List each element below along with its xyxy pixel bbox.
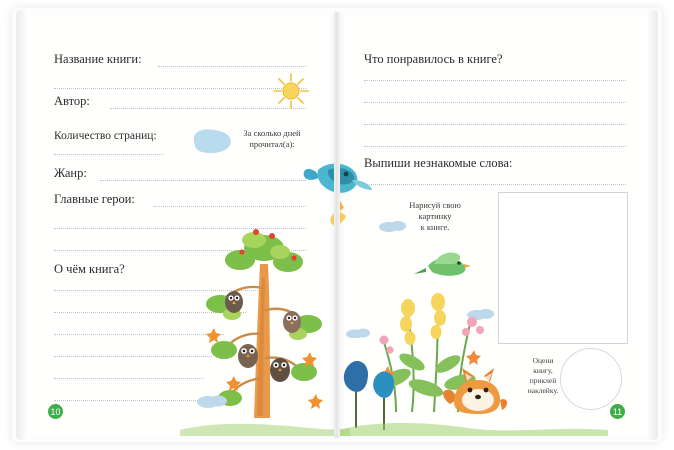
label-author: Автор: xyxy=(54,94,90,108)
rule-about-3 xyxy=(54,334,224,335)
rule-liked-2 xyxy=(364,102,626,103)
sticker-note-line-2: книгу, xyxy=(533,366,553,375)
rule-about-5 xyxy=(54,378,204,379)
left-page xyxy=(26,14,336,436)
page-number-right: 11 xyxy=(610,404,625,419)
sticker-note-line-4: наклейку. xyxy=(527,386,559,395)
rule-liked-3 xyxy=(364,124,626,125)
rule-genre xyxy=(100,180,306,181)
label-book-title: Название книги: xyxy=(54,52,142,66)
rule-characters-1 xyxy=(154,206,306,207)
label-main-characters: Главные герои: xyxy=(54,192,135,206)
draw-note xyxy=(390,200,480,233)
label-genre: Жанр: xyxy=(54,166,87,180)
sticker-note xyxy=(516,356,570,396)
draw-note-line-2: картинку xyxy=(418,211,452,221)
page-edge-left xyxy=(16,10,26,440)
book-spine xyxy=(334,12,340,438)
drawing-box[interactable] xyxy=(498,192,628,344)
rule-book-title-2 xyxy=(54,88,306,89)
rule-characters-3 xyxy=(54,250,306,251)
draw-note-line-1: Нарисуй свою xyxy=(409,200,461,210)
rule-about-1 xyxy=(54,290,264,291)
label-unknown-words: Выпиши незнакомые слова: xyxy=(364,156,513,170)
draw-note-line-3: к книге. xyxy=(420,222,450,232)
rule-about-6 xyxy=(54,400,204,401)
rule-liked-4 xyxy=(364,146,626,147)
days-note: За сколько дней прочитал(а): xyxy=(243,128,301,149)
page-edge-right xyxy=(648,10,658,440)
sticker-note-line-1: Оцени xyxy=(532,356,554,365)
label-about-book: О чём книга? xyxy=(54,262,125,276)
rule-about-2 xyxy=(54,312,246,313)
label-pages-count: Количество страниц: xyxy=(54,130,157,142)
page-number-left: 10 xyxy=(48,404,63,419)
right-page xyxy=(338,14,648,436)
label-liked: Что понравилось в книге? xyxy=(364,52,503,66)
rule-words-1 xyxy=(364,184,626,185)
rule-liked-1 xyxy=(364,80,626,81)
rule-book-title xyxy=(158,66,306,67)
rule-about-4 xyxy=(54,356,212,357)
rule-author xyxy=(110,108,306,109)
rule-pages-count xyxy=(54,154,164,155)
rule-characters-2 xyxy=(54,228,306,229)
sticker-note-line-3: приклей xyxy=(529,376,557,385)
